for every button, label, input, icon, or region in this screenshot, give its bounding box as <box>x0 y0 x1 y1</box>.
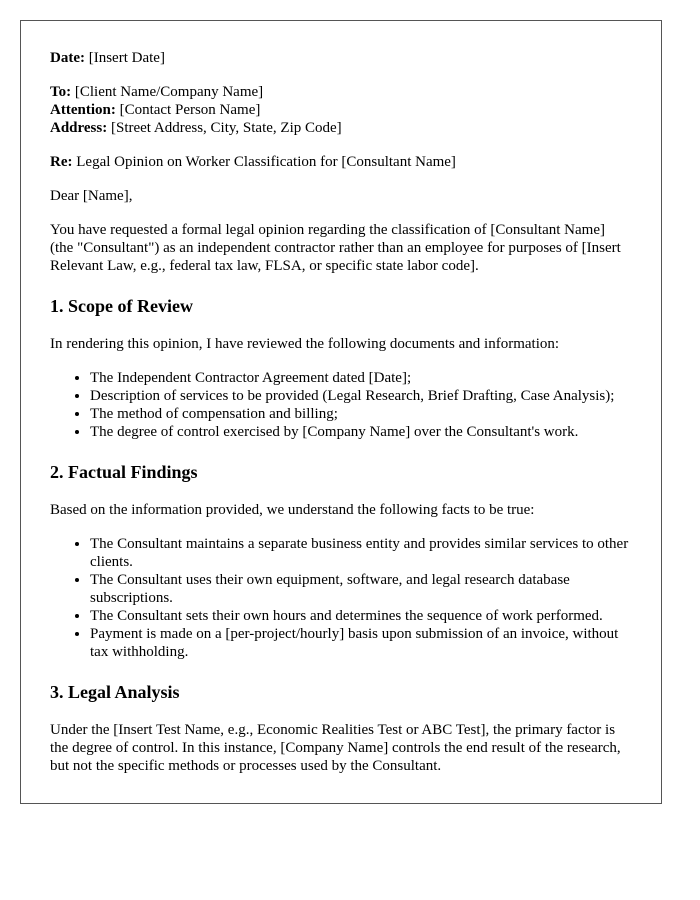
address-label: Address: <box>50 120 108 136</box>
date-label: Date: <box>50 50 85 66</box>
list-item: • The Consultant uses their own equipment, software, and legal research database subscriptions. <box>90 571 632 607</box>
list-item: • The Consultant sets their own hours and determines the sequence of work performed. <box>90 607 632 625</box>
to-value: [Client Name/Company Name] <box>74 84 264 100</box>
recipient-block <box>50 83 632 137</box>
re-value: Legal Opinion on Worker Classification for [Consultant Name] <box>76 154 456 170</box>
scope-list <box>50 369 632 441</box>
address-line <box>50 119 632 137</box>
attention-value: [Contact Person Name] <box>119 102 261 118</box>
salutation: Dear [Name], <box>50 188 133 204</box>
address-value: [Street Address, City, State, Zip Code] <box>110 120 342 136</box>
section-heading-scope: 1. Scope of Review <box>50 296 193 316</box>
attention-line <box>50 101 632 119</box>
to-label: To: <box>50 84 72 100</box>
list-item: • Payment is made on a [per-project/hourly] basis upon submission of an invoice, without tax withholding. <box>90 625 632 661</box>
list-item: • The Consultant maintains a separate business entity and provides similar services to other clients. <box>90 535 632 571</box>
date-value: [Insert Date] <box>88 50 165 66</box>
list-item: • The method of compensation and billing; <box>90 405 632 423</box>
to-line <box>50 83 632 101</box>
re-line <box>50 153 632 171</box>
section-paragraph-scope: In rendering this opinion, I have reviewed the following documents and information: <box>50 336 560 352</box>
section-paragraph-analysis: Under the [Insert Test Name, e.g., Economic Realities Test or ABC Test], the primary factor is the degree of control. In this instance, [Company Name] controls the end result of the research, but not the specific methods or processes used by the Consultant. <box>50 722 621 774</box>
section-heading-analysis: 3. Legal Analysis <box>50 682 180 702</box>
section-heading-findings: 2. Factual Findings <box>50 462 198 482</box>
findings-list <box>50 535 632 661</box>
list-item: • The degree of control exercised by [Company Name] over the Consultant's work. <box>90 423 632 441</box>
section-paragraph-findings: Based on the information provided, we understand the following facts to be true: <box>50 502 535 518</box>
document-body <box>21 21 661 775</box>
intro-paragraph: You have requested a formal legal opinion regarding the classification of [Consultant Name] (the "Consultant") as an independent contractor rather than an employee for purposes of [Insert Relevant Law, e.g., federal tax law, FLSA, or specific state labor code]. <box>50 222 621 274</box>
re-label: Re: <box>50 154 73 170</box>
list-item: • Description of services to be provided (Legal Research, Brief Drafting, Case Analysis); <box>90 387 632 405</box>
attention-label: Attention: <box>50 102 116 118</box>
date-line <box>50 49 632 67</box>
document-page <box>20 20 662 804</box>
list-item: • The Independent Contractor Agreement dated [Date]; <box>90 369 632 387</box>
